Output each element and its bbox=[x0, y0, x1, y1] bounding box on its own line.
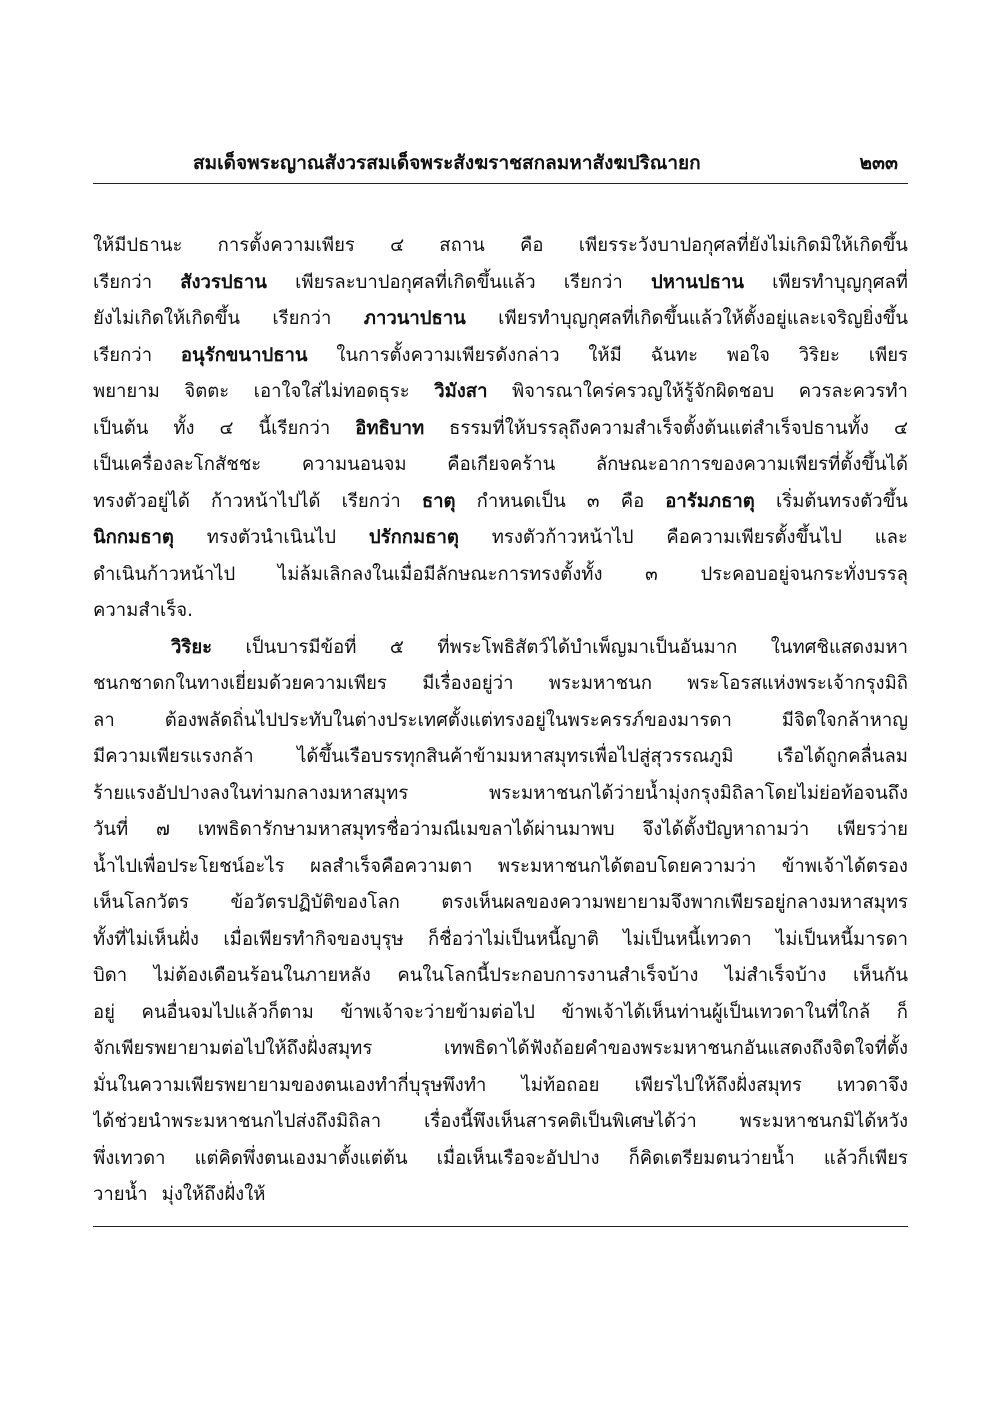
text-segment: เทพธิดารักษามหาสมุทรชื่อว่ามณีเมขลาได้ผ่านมาพบ bbox=[197, 819, 615, 840]
text-segment: ไม่ท้อถอย bbox=[521, 1074, 600, 1096]
text-line bbox=[93, 374, 908, 411]
text-segment: เรื่องนี้พึงเห็นสารคติเป็นพิเศษได้ว่า bbox=[424, 1111, 697, 1132]
text-segment: ๗ bbox=[156, 819, 170, 840]
text-segment: ๔ bbox=[390, 235, 405, 256]
bold-term: นิกกมธาตุ bbox=[93, 527, 174, 548]
text-segment: ที่พระโพธิสัตว์ได้บำเพ็ญมาเป็นอันมาก bbox=[437, 636, 738, 658]
text-segment: ชนกชาดกในทางเยี่ยมด้วยความเพียร bbox=[93, 673, 387, 694]
text-segment: เพียรไปให้ถึงฝั่งสมุทร bbox=[634, 1074, 802, 1096]
text-segment: มีเรื่องอยู่ว่า bbox=[422, 673, 514, 694]
text-segment: ทรงตัวนำเนินไป bbox=[206, 527, 337, 548]
text-segment: วายน้ำ bbox=[93, 1184, 148, 1205]
text-line bbox=[93, 520, 908, 557]
text-segment: มั่นในความเพียรพยายามของตนเองทำกี่บุรุษพึงทำ bbox=[93, 1074, 487, 1096]
text-line bbox=[93, 1177, 908, 1214]
text-segment: เพียรว่าย bbox=[837, 819, 908, 840]
text-segment: คือ bbox=[520, 235, 544, 256]
text-segment: เพียรทำบุญกุศลที่ bbox=[772, 271, 908, 293]
text-line bbox=[93, 1141, 908, 1178]
text-segment: นี้เรียกว่า bbox=[258, 417, 331, 439]
header-rule bbox=[93, 183, 908, 184]
text-segment: และ bbox=[874, 527, 908, 548]
text-segment: ทั้ง bbox=[173, 417, 195, 439]
text-segment: พระมหาชนก bbox=[548, 673, 653, 694]
text-segment: ต้องพลัดถิ่นไปประทับในต่างประเทศตั้งแต่ทรงอยู่ในพระครรภ์ของมารดา bbox=[164, 709, 732, 731]
text-segment: จักเพียรพยายามต่อไปให้ถึงฝั่งสมุทร bbox=[93, 1038, 373, 1059]
text-segment: เพียรละบาปอกุศลที่เกิดขึ้นแล้ว bbox=[295, 271, 536, 293]
text-segment: ผลสำเร็จคือความตา bbox=[310, 855, 473, 877]
text-segment: การตั้งความเพียร bbox=[217, 235, 355, 256]
text-line bbox=[93, 1031, 908, 1068]
text-segment: ๔ bbox=[893, 417, 908, 439]
text-segment: ดำเนินก้าวหน้าไป bbox=[93, 563, 236, 585]
text-segment: คือความเพียรตั้งขึ้นไป bbox=[666, 527, 842, 548]
text-segment: เรียกว่า bbox=[272, 308, 332, 329]
text-segment: ลา bbox=[93, 709, 115, 731]
text-segment: ตรงเห็นผลของความพยายามจึงพากเพียรอยู่กลางมหาสมุทร bbox=[441, 892, 908, 913]
bold-term: ภาวนาปธาน bbox=[363, 308, 466, 329]
bold-term: วิมังสา bbox=[434, 381, 488, 402]
text-segment: ๔ bbox=[219, 417, 234, 439]
text-segment: เรียกว่า bbox=[93, 344, 153, 366]
text-segment: ข้าพเจ้าได้ตรอง bbox=[781, 855, 908, 877]
bold-term: วิริยะ bbox=[171, 636, 213, 658]
text-segment: ไม่สำเร็จบ้าง bbox=[724, 965, 827, 986]
text-line bbox=[93, 739, 908, 776]
text-line bbox=[93, 301, 908, 338]
text-segment: เมื่อเห็นเรือจะอัปปาง bbox=[436, 1147, 600, 1169]
text-segment: เรียกว่า bbox=[341, 490, 401, 512]
text-line bbox=[93, 885, 908, 922]
text-segment: แล้วก็เพียร bbox=[823, 1147, 908, 1169]
text-segment: มุ่งให้ถึงฝั่งให้ bbox=[161, 1184, 266, 1205]
text-segment: เรือได้ถูกคลื่นลม bbox=[777, 746, 908, 767]
text-segment: ให้มีปธานะ bbox=[93, 235, 183, 256]
text-segment: ได้ขึ้นเรือบรรทุกสินค้าข้ามมหาสมุทรเพื่อไปสู่สุวรรณภูมิ bbox=[297, 746, 734, 767]
text-segment: ๓ bbox=[586, 490, 600, 512]
text-segment: ในการตั้งความเพียรดังกล่าว bbox=[336, 344, 560, 366]
text-line bbox=[93, 557, 908, 594]
text-segment: น้ำไปเพื่อประโยชน์อะไร bbox=[93, 855, 285, 877]
text-line bbox=[93, 958, 908, 995]
text-segment: เทวดาจึง bbox=[836, 1074, 908, 1096]
text-segment: ก็ชื่อว่าไม่เป็นหนี้ญาติ bbox=[427, 928, 599, 950]
text-segment: ๓ bbox=[645, 563, 658, 585]
text-segment: ไม่ต้องเดือนร้อนในภายหลัง bbox=[153, 965, 371, 986]
text-segment: เพียรทำบุญกุศลที่เกิดขึ้นแล้วให้ตั้งอยู่และเจริญยิ่งขึ้น bbox=[498, 308, 908, 329]
bold-term: อนุรักขนาปธาน bbox=[180, 344, 308, 366]
text-segment: คนในโลกนี้ประกอบการงานสำเร็จบ้าง bbox=[397, 965, 699, 986]
text-line bbox=[93, 703, 908, 740]
bold-term: อารัมภธาตุ bbox=[665, 490, 755, 512]
text-segment: แต่คิดพึ่งตนเองมาตั้งแต่ต้น bbox=[194, 1147, 408, 1169]
text-line bbox=[93, 228, 908, 265]
text-segment: สถาน bbox=[439, 235, 485, 256]
text-line bbox=[93, 849, 908, 886]
text-line bbox=[93, 776, 908, 813]
bold-term: ปรักกมธาตุ bbox=[368, 527, 459, 548]
bold-term: ปหานปธาน bbox=[650, 271, 744, 293]
text-segment: พระมหาชนกมิได้หวัง bbox=[739, 1111, 908, 1132]
text-segment: ยังไม่เกิดให้เกิดขึ้น bbox=[93, 308, 240, 329]
running-header-title: สมเด็จพระญาณสังวรสมเด็จพระสังฆราชสกลมหาสังฆปริณายก bbox=[193, 152, 701, 174]
text-segment: มีความเพียรแรงกล้า bbox=[93, 746, 254, 767]
text-line bbox=[93, 1104, 908, 1141]
text-segment: ก็ bbox=[896, 1001, 908, 1023]
text-segment: ไม่เป็นหนี้เทวดา bbox=[623, 928, 752, 950]
text-segment: พึ่งเทวดา bbox=[93, 1147, 166, 1169]
text-segment: ทรงตัวก้าวหน้าไป bbox=[491, 527, 634, 548]
text-segment: ธรรมที่ให้บรรลุถึงความสำเร็จตั้งต้นแต่สำเร็จปธานทั้ง bbox=[449, 417, 869, 439]
text-segment: กำหนดเป็น bbox=[476, 490, 566, 512]
text-segment: เป็นต้น bbox=[93, 417, 149, 439]
text-segment: มีจิตใจกล้าหาญ bbox=[781, 709, 908, 731]
text-segment: พระโอรสแห่งพระเจ้ากรุงมิถิ bbox=[687, 673, 908, 694]
text-segment: วันที่ bbox=[93, 819, 129, 840]
text-segment: พระมหาชนกได้ตอบโดยความว่า bbox=[497, 855, 757, 877]
text-line bbox=[93, 1068, 908, 1105]
running-header bbox=[93, 140, 908, 180]
text-segment: คือเกียจคร้าน bbox=[447, 454, 556, 475]
text-segment: ประคอบอยู่จนกระทั่งบรรลุ bbox=[700, 563, 908, 585]
text-line bbox=[93, 630, 908, 667]
text-segment: อยู่ bbox=[93, 1001, 115, 1023]
text-segment: ในทศชิแสดงมหา bbox=[770, 636, 908, 658]
text-segment: เป็นเครื่องละโกสัชชะ bbox=[93, 454, 262, 475]
bold-term: ธาตุ bbox=[421, 490, 456, 512]
text-line bbox=[93, 812, 908, 849]
text-segment: เพียรระวังบาปอกุศลที่ยังไม่เกิดมิให้เกิดขึ้น bbox=[578, 235, 908, 256]
text-segment: ความนอนจม bbox=[301, 454, 407, 475]
text-segment: เป็นบารมีข้อที่ bbox=[245, 636, 357, 658]
footer-rule bbox=[93, 1226, 908, 1227]
text-line bbox=[93, 666, 908, 703]
text-segment: พระมหาชนกได้ว่ายน้ำมุ่งกรุงมิถิลาโดยไม่ย่อท้อจนถึง bbox=[488, 782, 908, 804]
text-segment: เรียกว่า bbox=[563, 271, 623, 293]
text-segment: เทพธิดาได้ฟังถ้อยคำของพระมหาชนกอันแสดงถึงจิตใจที่ตั้ง bbox=[443, 1038, 908, 1059]
text-segment: วิริยะ bbox=[798, 344, 840, 366]
body-text bbox=[93, 228, 908, 1214]
text-line bbox=[93, 995, 908, 1032]
text-segment: ร้ายแรงอัปปางลงในท่ามกลางมหาสมุทร bbox=[93, 782, 409, 804]
text-segment: เอาใจใส่ไม่ทอดธุระ bbox=[253, 381, 410, 402]
text-segment: ๕ bbox=[389, 636, 404, 658]
bold-term: สังวรปธาน bbox=[180, 271, 267, 293]
text-segment: ควรละควรทำ bbox=[798, 381, 908, 402]
text-segment: เรียกว่า bbox=[93, 271, 153, 293]
text-segment: เห็นโลกวัตร bbox=[93, 892, 189, 913]
text-line bbox=[93, 447, 908, 484]
text-line bbox=[93, 922, 908, 959]
text-segment: ทรงตัวอยู่ได้ bbox=[93, 490, 190, 512]
text-segment: ฉันทะ bbox=[650, 344, 699, 366]
text-segment: พยายาม bbox=[93, 381, 160, 402]
text-segment: เริ่มต้นทรงตัวขึ้น bbox=[775, 490, 908, 512]
text-segment: ไม่ล้มเลิกลงในเมื่อมีลักษณะการทรงตั้งทั้ง bbox=[277, 563, 603, 585]
text-segment: ทั้งที่ไม่เห็นฝั่ง bbox=[93, 928, 199, 950]
text-segment: ให้มี bbox=[588, 344, 622, 366]
text-segment: คนอื่นจมไปแล้วก็ตาม bbox=[141, 1001, 314, 1023]
bold-term: อิทธิบาท bbox=[355, 417, 425, 439]
text-segment: ได้ช่วยนำพระมหาชนกไปส่งถึงมิถิลา bbox=[93, 1111, 382, 1132]
text-segment: ไม่เป็นหนี้มารดา bbox=[776, 928, 908, 950]
text-segment: พอใจ bbox=[726, 344, 770, 366]
page-number: ๒๓๓ bbox=[859, 152, 898, 174]
text-segment: ข้าพเจ้าได้เห็นท่านผู้เป็นเทวดาในที่ใกล้ bbox=[561, 1001, 871, 1023]
text-segment: ลักษณะอาการของความเพียรที่ตั้งขึ้นได้ bbox=[595, 454, 908, 475]
text-line bbox=[93, 338, 908, 375]
text-segment: จิตตะ bbox=[184, 381, 230, 402]
text-segment: ก็คิดเตรียมตนว่ายน้ำ bbox=[628, 1147, 795, 1169]
text-segment: ก้าวหน้าไปได้ bbox=[210, 490, 321, 512]
text-segment: เมื่อเพียรทำกิจของบุรุษ bbox=[223, 928, 404, 950]
text-line bbox=[93, 593, 908, 630]
text-segment: บิดา bbox=[93, 965, 128, 986]
text-segment: ข้อวัตรปฏิบัติของโลก bbox=[230, 892, 400, 913]
text-segment: เห็นกัน bbox=[852, 965, 908, 986]
text-segment: คือ bbox=[620, 490, 645, 512]
text-segment: ข้าพเจ้าจะว่ายข้ามต่อไป bbox=[340, 1001, 535, 1023]
text-line bbox=[93, 411, 908, 448]
text-segment: ความสำเร็จ. bbox=[93, 600, 194, 621]
text-segment: จึงได้ตั้งปัญหาถามว่า bbox=[642, 819, 810, 840]
text-segment: เพียร bbox=[868, 344, 908, 366]
text-line bbox=[93, 484, 908, 521]
text-line bbox=[93, 265, 908, 302]
text-segment: พิจารณาใคร่ครวญให้รู้จักผิดชอบ bbox=[511, 381, 775, 402]
